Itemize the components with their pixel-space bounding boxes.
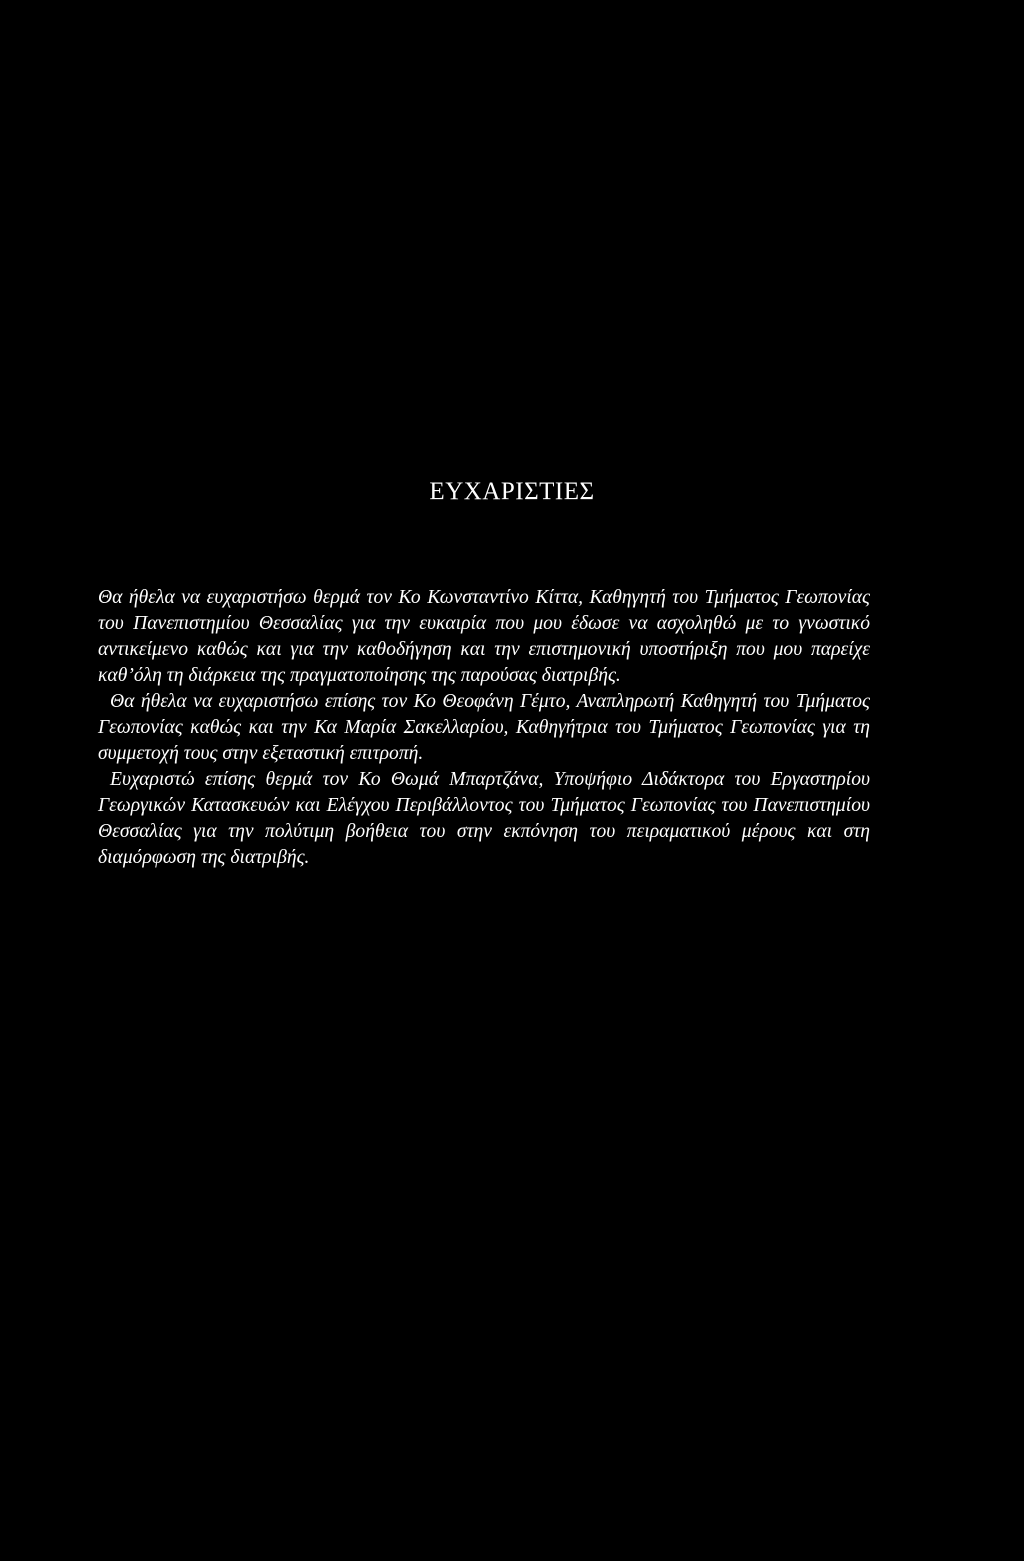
- acknowledgements-body: [98, 585, 870, 871]
- paragraph-3: Ευχαριστώ επίσης θερμά τον Κο Θωμά Μπαρτζάνα, Υποψήφιο Διδάκτορα του Εργαστηρίου Γεωργικών Κατασκευών και Ελέγχου Περιβάλλοντος του Τμήματος Γεωπονίας του Πανεπιστημίου Θεσσαλίας για την πολύτιμη βοήθεια του στην εκπόνηση του πειραματικού μέρους και στη διαμόρφωση της διατριβής.: [98, 769, 870, 868]
- page-title: ΕΥΧΑΡΙΣΤΙΕΣ: [429, 478, 595, 505]
- paragraph-2: Θα ήθελα να ευχαριστήσω επίσης τον Κο Θεοφάνη Γέμτο, Αναπληρωτή Καθηγητή του Τμήματος Γεωπονίας καθώς και την Κα Μαρία Σακελλαρίου, Καθηγήτρια του Τμήματος Γεωπονίας για τη συμμετοχή τους στην εξεταστική επιτροπή.: [98, 691, 870, 764]
- paragraph-1: Θα ήθελα να ευχαριστήσω θερμά τον Κο Κωνσταντίνο Κίττα, Καθηγητή του Τμήματος Γεωπονίας του Πανεπιστημίου Θεσσαλίας για την ευκαιρία που μου έδωσε να ασχοληθώ με το γνωστικό αντικείμενο καθώς και για την καθοδήγηση και την επιστημονική υποστήριξη που μου παρείχε καθ’όλη τη διάρκεια της πραγματοποίησης της παρούσας διατριβής.: [98, 587, 870, 686]
